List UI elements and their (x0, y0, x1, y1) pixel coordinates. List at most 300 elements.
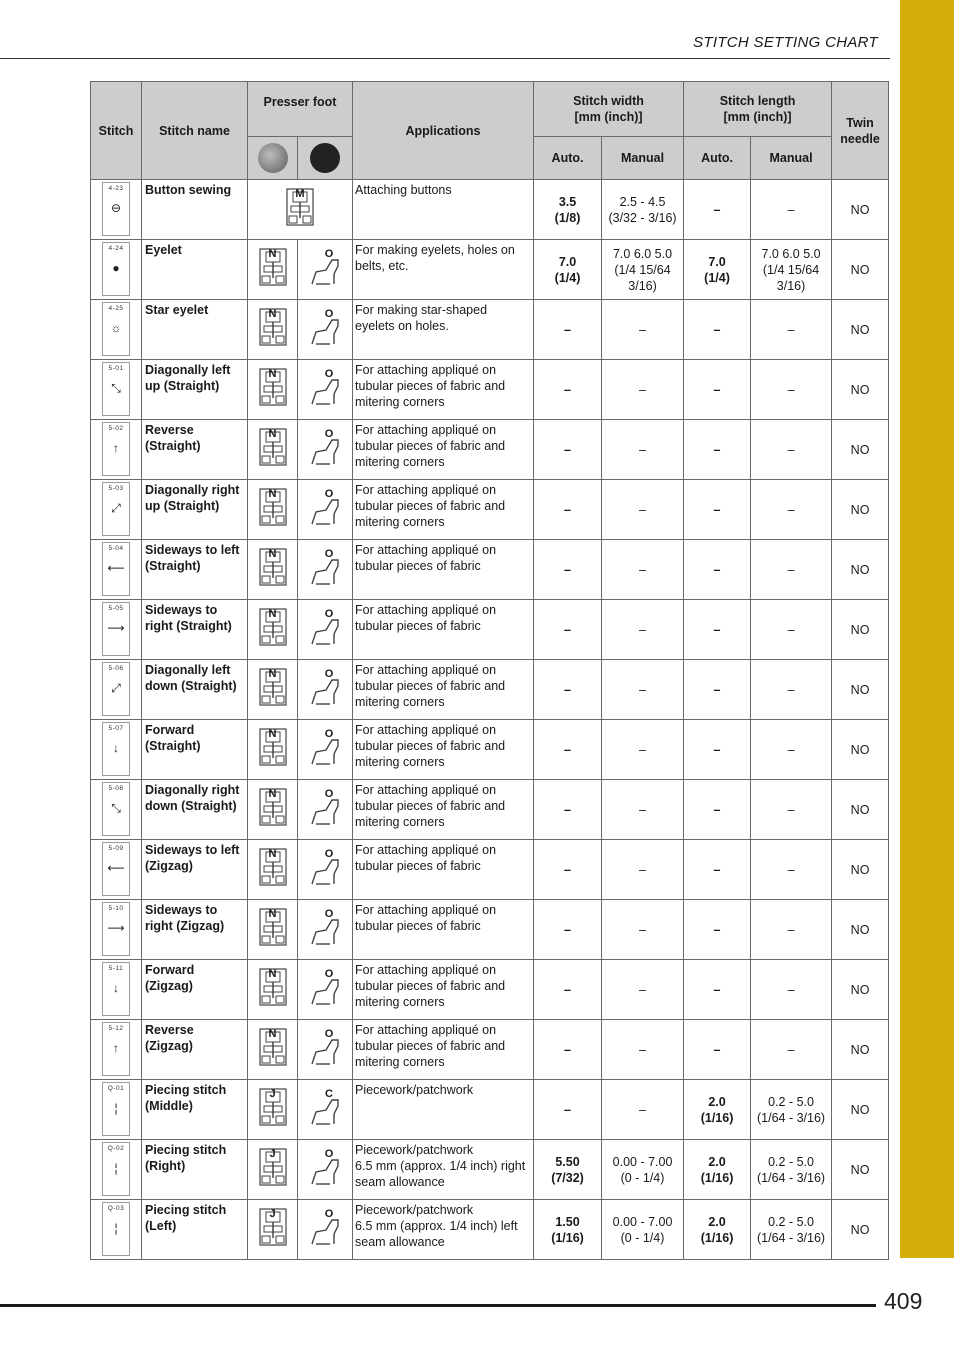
foot-letter: N (268, 607, 277, 620)
stitch-key-icon[interactable] (102, 602, 130, 656)
foot-letter-2: O (324, 607, 334, 620)
presser-foot-standard (248, 960, 298, 1020)
width-auto: – (534, 1020, 602, 1080)
width-auto: – (534, 600, 602, 660)
stitch-cell (91, 720, 142, 780)
application-text: For attaching appliqué on tubular pieces of fabric and mitering corners (353, 360, 534, 420)
stitch-key-icon[interactable] (102, 542, 130, 596)
table-row (91, 480, 889, 540)
twin-needle: NO (832, 720, 889, 780)
foot-letter-2: O (324, 847, 334, 860)
presser-foot-dual (298, 960, 353, 1020)
twin-needle: NO (832, 1200, 889, 1260)
stitch-name: Diagonally right up (Straight) (142, 480, 248, 540)
width-auto: – (534, 1080, 602, 1140)
presser-foot-standard (248, 360, 298, 420)
width-manual: – (602, 1080, 684, 1140)
width-manual: – (602, 840, 684, 900)
presser-foot-dual (298, 660, 353, 720)
stitch-cell (91, 300, 142, 360)
twin-needle: NO (832, 600, 889, 660)
application-text: For attaching appliqué on tubular pieces of fabric (353, 540, 534, 600)
stitch-key-icon[interactable] (102, 902, 130, 956)
presser-foot-dual (298, 1140, 353, 1200)
footer-rule (0, 1304, 876, 1307)
stitch-code: 5-12 (108, 1025, 124, 1032)
stitch-key-icon[interactable] (102, 422, 130, 476)
stitch-glyph-icon: ¦ (114, 1161, 118, 1175)
width-manual: – (602, 300, 684, 360)
stitch-code: Q-03 (107, 1205, 125, 1212)
application-text: Attaching buttons (353, 180, 534, 240)
stitch-glyph-icon: ⤢ (111, 681, 121, 695)
width-auto: – (534, 960, 602, 1020)
length-auto: 7.0 (1/4) (684, 240, 751, 300)
stitch-glyph-icon: ¦ (114, 1101, 118, 1115)
width-auto: – (534, 480, 602, 540)
length-auto: – (684, 480, 751, 540)
header-stitch-width: Stitch width [mm (inch)] (534, 82, 684, 137)
stitch-code: 5-02 (108, 425, 124, 432)
width-manual: – (602, 360, 684, 420)
foot-letter: N (268, 667, 277, 680)
stitch-glyph-icon: ↑ (113, 441, 119, 455)
foot-letter: N (268, 367, 277, 380)
stitch-code: 5-06 (108, 665, 124, 672)
stitch-key-icon[interactable] (102, 842, 130, 896)
foot-letter-2: O (324, 727, 334, 740)
stitch-name: Sideways to left (Zigzag) (142, 840, 248, 900)
page-header-title: STITCH SETTING CHART (693, 34, 878, 51)
table-row (91, 600, 889, 660)
stitch-name: Forward (Zigzag) (142, 960, 248, 1020)
presser-foot-dual (298, 240, 353, 300)
stitch-name: Sideways to right (Zigzag) (142, 900, 248, 960)
stitch-code: Q-01 (107, 1085, 125, 1092)
length-manual: – (751, 480, 832, 540)
table-row (91, 780, 889, 840)
stitch-cell (91, 960, 142, 1020)
length-manual: 7.0 6.0 5.0 (1/4 15/64 3/16) (751, 240, 832, 300)
stitch-code: 5-08 (108, 785, 124, 792)
stitch-name: Sideways to left (Straight) (142, 540, 248, 600)
width-auto: 3.5 (1/8) (534, 180, 602, 240)
stitch-glyph-icon: ↓ (113, 741, 119, 755)
presser-foot-dual (298, 480, 353, 540)
twin-needle: NO (832, 960, 889, 1020)
presser-foot-standard (248, 240, 298, 300)
foot-letter: N (268, 727, 277, 740)
width-auto: – (534, 360, 602, 420)
foot-letter-2: O (324, 247, 334, 260)
width-auto: – (534, 780, 602, 840)
table-row (91, 540, 889, 600)
foot-letter: N (268, 847, 277, 860)
stitch-key-icon[interactable] (102, 1202, 130, 1256)
twin-needle: NO (832, 420, 889, 480)
presser-foot-dual (298, 1200, 353, 1260)
stitch-cell (91, 180, 142, 240)
stitch-key-icon[interactable] (102, 782, 130, 836)
width-auto: – (534, 720, 602, 780)
table-row (91, 1020, 889, 1080)
length-manual: – (751, 900, 832, 960)
application-text: For attaching appliqué on tubular pieces of fabric and mitering corners (353, 660, 534, 720)
stitch-code: 5-01 (108, 365, 124, 372)
stitch-cell (91, 420, 142, 480)
length-manual: – (751, 960, 832, 1020)
foot-letter-2: O (324, 547, 334, 560)
twin-needle: NO (832, 240, 889, 300)
stitch-name: Piecing stitch (Left) (142, 1200, 248, 1260)
length-manual: – (751, 360, 832, 420)
foot-letter-2: O (324, 427, 334, 440)
application-text: Piecework/patchwork (353, 1080, 534, 1140)
twin-needle: NO (832, 660, 889, 720)
stitch-name: Reverse (Straight) (142, 420, 248, 480)
stitch-name: Diagonally right down (Straight) (142, 780, 248, 840)
width-manual: – (602, 540, 684, 600)
presser-foot-dual (298, 1080, 353, 1140)
foot-letter: N (268, 1027, 277, 1040)
width-manual: – (602, 420, 684, 480)
stitch-code: 4-23 (108, 185, 124, 192)
stitch-key-icon[interactable] (102, 242, 130, 296)
width-manual: – (602, 720, 684, 780)
foot-letter: N (268, 547, 277, 560)
stitch-cell (91, 600, 142, 660)
foot-letter: N (268, 487, 277, 500)
header-foot-standard-icon (248, 137, 298, 180)
length-auto: – (684, 540, 751, 600)
twin-needle: NO (832, 180, 889, 240)
foot-letter-2: O (324, 787, 334, 800)
stitch-code: 5-03 (108, 485, 124, 492)
length-manual: – (751, 780, 832, 840)
length-manual: – (751, 720, 832, 780)
stitch-cell (91, 900, 142, 960)
stitch-cell (91, 540, 142, 600)
stitch-glyph-icon: ☼ (110, 321, 122, 335)
stitch-code: 5-07 (108, 725, 124, 732)
presser-foot-standard (248, 1140, 298, 1200)
foot-letter: N (268, 907, 277, 920)
foot-letter-2: O (324, 667, 334, 680)
table-row (91, 660, 889, 720)
width-manual: 0.00 - 7.00 (0 - 1/4) (602, 1200, 684, 1260)
width-manual: – (602, 660, 684, 720)
stitch-key-icon[interactable] (102, 182, 130, 236)
stitch-code: 5-09 (108, 845, 124, 852)
stitch-name: Reverse (Zigzag) (142, 1020, 248, 1080)
foot-letter-2: C (325, 1087, 333, 1100)
twin-needle: NO (832, 1140, 889, 1200)
stitch-name: Piecing stitch (Right) (142, 1140, 248, 1200)
length-manual: – (751, 540, 832, 600)
header-length-manual: Manual (751, 137, 832, 180)
presser-foot-standard (248, 600, 298, 660)
length-auto: 2.0 (1/16) (684, 1080, 751, 1140)
table-row (91, 720, 889, 780)
twin-needle: NO (832, 840, 889, 900)
width-manual: 2.5 - 4.5 (3/32 - 3/16) (602, 180, 684, 240)
length-manual: – (751, 300, 832, 360)
dual-feed-foot-icon (310, 143, 340, 173)
table-body (91, 180, 889, 1260)
length-auto: – (684, 420, 751, 480)
stitch-name: Eyelet (142, 240, 248, 300)
length-manual: 0.2 - 5.0 (1/64 - 3/16) (751, 1200, 832, 1260)
length-auto: – (684, 780, 751, 840)
header-length-auto: Auto. (684, 137, 751, 180)
presser-foot-dual (298, 840, 353, 900)
length-auto: – (684, 360, 751, 420)
stitch-key-icon[interactable] (102, 302, 130, 356)
header-stitch: Stitch (91, 82, 142, 180)
application-text: Piecework/patchwork 6.5 mm (approx. 1/4 inch) left seam allowance (353, 1200, 534, 1260)
stitch-glyph-icon: ⟵ (107, 561, 125, 575)
stitch-key-icon[interactable] (102, 962, 130, 1016)
stitch-glyph-icon: ↓ (113, 981, 119, 995)
stitch-key-icon[interactable] (102, 482, 130, 536)
width-manual: – (602, 600, 684, 660)
width-manual: – (602, 960, 684, 1020)
application-text: For attaching appliqué on tubular pieces of fabric and mitering corners (353, 480, 534, 540)
header-presser-foot: Presser foot (248, 82, 353, 137)
presser-foot-standard (248, 900, 298, 960)
length-manual: 0.2 - 5.0 (1/64 - 3/16) (751, 1140, 832, 1200)
presser-foot-standard (248, 840, 298, 900)
presser-foot-standard (248, 720, 298, 780)
stitch-key-icon[interactable] (102, 662, 130, 716)
header-applications: Applications (353, 82, 534, 180)
width-auto: – (534, 840, 602, 900)
stitch-cell (91, 780, 142, 840)
table-row (91, 1200, 889, 1260)
presser-foot-dual (298, 1020, 353, 1080)
stitch-code: 5-11 (108, 965, 124, 972)
stitch-glyph-icon: ↑ (113, 1041, 119, 1055)
table-row (91, 1140, 889, 1200)
stitch-code: 4-25 (108, 305, 124, 312)
stitch-glyph-icon: ⤡ (111, 801, 121, 815)
stitch-glyph-icon: ● (112, 261, 120, 275)
width-auto: – (534, 900, 602, 960)
stitch-name: Sideways to right (Straight) (142, 600, 248, 660)
length-auto: – (684, 1020, 751, 1080)
stitch-cell (91, 1080, 142, 1140)
application-text: Piecework/patchwork 6.5 mm (approx. 1/4 inch) right seam allowance (353, 1140, 534, 1200)
stitch-cell (91, 240, 142, 300)
presser-foot-standard (248, 480, 298, 540)
presser-foot-dual (298, 420, 353, 480)
length-manual: – (751, 660, 832, 720)
stitch-name: Star eyelet (142, 300, 248, 360)
stitch-code: Q-02 (107, 1145, 125, 1152)
stitch-key-icon[interactable] (102, 1142, 130, 1196)
table-row (91, 240, 889, 300)
length-auto: – (684, 720, 751, 780)
presser-foot-dual (298, 780, 353, 840)
presser-foot-standard (248, 300, 298, 360)
stitch-code: 5-10 (108, 905, 124, 912)
stitch-key-icon[interactable] (102, 362, 130, 416)
twin-needle: NO (832, 1020, 889, 1080)
foot-letter-2: O (324, 307, 334, 320)
stitch-glyph-icon: ⤢ (111, 501, 121, 515)
width-auto: 5.50 (7/32) (534, 1140, 602, 1200)
table-row (91, 960, 889, 1020)
stitch-cell (91, 840, 142, 900)
presser-foot-standard (248, 420, 298, 480)
width-auto: 1.50 (1/16) (534, 1200, 602, 1260)
presser-foot-dual (298, 600, 353, 660)
foot-letter-2: O (324, 1207, 334, 1220)
stitch-setting-table (90, 81, 889, 1260)
stitch-glyph-icon: ¦ (114, 1221, 118, 1235)
application-text: For attaching appliqué on tubular pieces of fabric (353, 600, 534, 660)
presser-foot-dual (298, 900, 353, 960)
stitch-glyph-icon: ⟶ (107, 921, 125, 935)
table-row (91, 360, 889, 420)
stitch-key-icon[interactable] (102, 1082, 130, 1136)
stitch-cell (91, 660, 142, 720)
presser-foot-dual (298, 360, 353, 420)
foot-letter-2: O (324, 1027, 334, 1040)
foot-letter-2: O (324, 1147, 334, 1160)
header-stitch-name: Stitch name (142, 82, 248, 180)
application-text: For attaching appliqué on tubular pieces of fabric and mitering corners (353, 960, 534, 1020)
stitch-name: Diagonally left down (Straight) (142, 660, 248, 720)
foot-letter-2: O (324, 487, 334, 500)
presser-foot-standard (248, 1080, 298, 1140)
page-header (0, 32, 890, 59)
length-manual: – (751, 420, 832, 480)
length-auto: – (684, 180, 751, 240)
stitch-name: Piecing stitch (Middle) (142, 1080, 248, 1140)
stitch-code: 5-04 (108, 545, 124, 552)
length-manual: 0.2 - 5.0 (1/64 - 3/16) (751, 1080, 832, 1140)
application-text: For attaching appliqué on tubular pieces of fabric (353, 840, 534, 900)
header-width-manual: Manual (602, 137, 684, 180)
table-row (91, 900, 889, 960)
stitch-cell (91, 360, 142, 420)
twin-needle: NO (832, 780, 889, 840)
application-text: For making star-shaped eyelets on holes. (353, 300, 534, 360)
application-text: For attaching appliqué on tubular pieces of fabric and mitering corners (353, 420, 534, 480)
stitch-key-icon[interactable] (102, 1022, 130, 1076)
stitch-name: Button sewing (142, 180, 248, 240)
stitch-cell (91, 480, 142, 540)
width-manual: 7.0 6.0 5.0 (1/4 15/64 3/16) (602, 240, 684, 300)
presser-foot-standard (248, 780, 298, 840)
foot-letter: M (295, 187, 305, 200)
presser-foot-cell (248, 180, 353, 240)
length-manual: – (751, 600, 832, 660)
foot-letter: N (268, 427, 277, 440)
stitch-code: 5-05 (108, 605, 124, 612)
stitch-glyph-icon: ⊖ (110, 201, 122, 215)
presser-foot-dual (298, 720, 353, 780)
width-manual: 0.00 - 7.00 (0 - 1/4) (602, 1140, 684, 1200)
width-manual: – (602, 780, 684, 840)
twin-needle: NO (832, 540, 889, 600)
twin-needle: NO (832, 900, 889, 960)
application-text: For making eyelets, holes on belts, etc. (353, 240, 534, 300)
width-auto: – (534, 420, 602, 480)
header-stitch-length: Stitch length [mm (inch)] (684, 82, 832, 137)
length-manual: – (751, 1020, 832, 1080)
foot-letter: N (268, 247, 277, 260)
width-auto: – (534, 540, 602, 600)
presser-foot-standard (248, 660, 298, 720)
foot-letter: J (269, 1147, 276, 1160)
foot-letter-2: O (324, 367, 334, 380)
twin-needle: NO (832, 360, 889, 420)
table-row (91, 840, 889, 900)
length-auto: – (684, 660, 751, 720)
stitch-cell (91, 1140, 142, 1200)
table-row (91, 180, 889, 240)
stitch-code: 4-24 (108, 245, 124, 252)
stitch-glyph-icon: ⟵ (107, 861, 125, 875)
standard-foot-icon (258, 143, 288, 173)
stitch-name: Diagonally left up (Straight) (142, 360, 248, 420)
application-text: For attaching appliqué on tubular pieces of fabric and mitering corners (353, 1020, 534, 1080)
twin-needle: NO (832, 480, 889, 540)
stitch-key-icon[interactable] (102, 722, 130, 776)
twin-needle: NO (832, 1080, 889, 1140)
width-auto: 7.0 (1/4) (534, 240, 602, 300)
length-auto: – (684, 840, 751, 900)
stitch-glyph-icon: ⟶ (107, 621, 125, 635)
table-row (91, 1080, 889, 1140)
application-text: For attaching appliqué on tubular pieces of fabric (353, 900, 534, 960)
stitch-glyph-icon: ⤡ (111, 381, 121, 395)
foot-letter-2: O (324, 967, 334, 980)
foot-letter: J (269, 1087, 276, 1100)
length-manual: – (751, 180, 832, 240)
length-auto: – (684, 900, 751, 960)
header-width-auto: Auto. (534, 137, 602, 180)
width-manual: – (602, 900, 684, 960)
stitch-cell (91, 1020, 142, 1080)
foot-letter: N (268, 307, 277, 320)
chapter-tab (900, 0, 954, 1258)
twin-needle: NO (832, 300, 889, 360)
length-auto: – (684, 600, 751, 660)
table-row (91, 420, 889, 480)
foot-letter-2: O (324, 907, 334, 920)
length-auto: – (684, 300, 751, 360)
length-auto: 2.0 (1/16) (684, 1140, 751, 1200)
width-manual: – (602, 480, 684, 540)
foot-letter: N (268, 967, 277, 980)
width-auto: – (534, 300, 602, 360)
presser-foot-dual (298, 300, 353, 360)
header-twin-needle: Twin needle (832, 82, 889, 180)
application-text: For attaching appliqué on tubular pieces of fabric and mitering corners (353, 780, 534, 840)
length-auto: – (684, 960, 751, 1020)
presser-foot-standard (248, 1200, 298, 1260)
table-row (91, 300, 889, 360)
width-manual: – (602, 1020, 684, 1080)
stitch-name: Forward (Straight) (142, 720, 248, 780)
width-auto: – (534, 660, 602, 720)
stitch-cell (91, 1200, 142, 1260)
foot-letter: J (269, 1207, 276, 1220)
foot-letter: N (268, 787, 277, 800)
